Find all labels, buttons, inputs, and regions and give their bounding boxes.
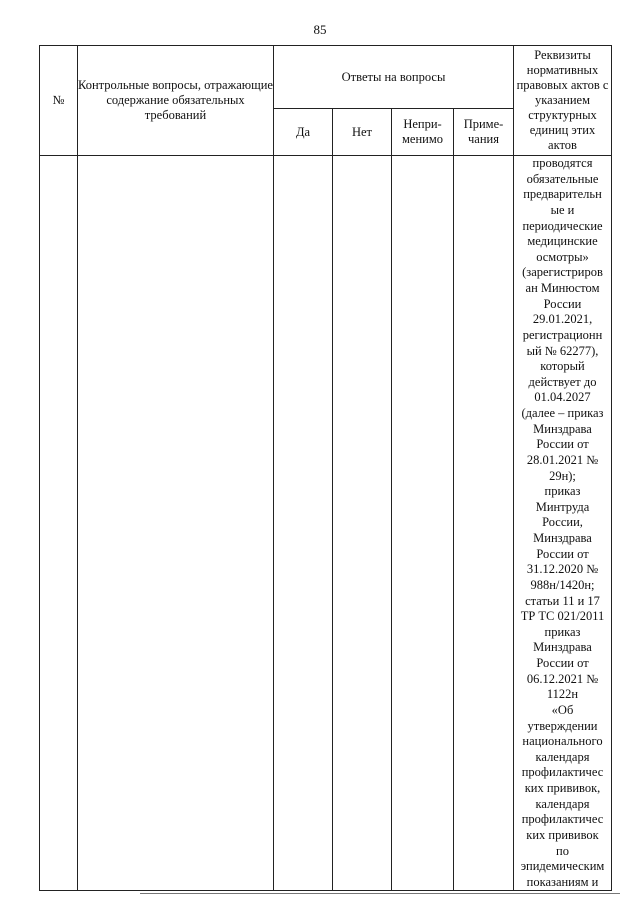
requisites-line: России	[543, 296, 582, 311]
requisites-line: периодические	[522, 218, 603, 233]
requisites-line: предварительн	[523, 187, 602, 202]
requisites-line: (далее – приказ	[521, 406, 604, 420]
cell-not-applicable	[392, 156, 454, 891]
requisites-line: приказ	[544, 624, 581, 639]
requisites-line: регистрационн	[522, 327, 603, 342]
requisites-line: статьи 11 и 17	[525, 593, 600, 608]
requisites-line: ан Минюстом	[525, 281, 600, 295]
requisites-line: ких прививок,	[524, 781, 601, 795]
requisites-line: Минздрава	[533, 640, 592, 655]
requisites-line: действует до	[528, 374, 597, 389]
requisites-line: который	[540, 359, 585, 374]
requisites-line: Минздрава	[533, 531, 592, 545]
requisites-line: 01.04.2027	[534, 390, 591, 405]
cell-notes	[454, 156, 514, 891]
column-header-requisites: Реквизиты нормативных правовых актов с указанием структурных единиц этих актов	[514, 46, 612, 156]
column-header-not-applicable: Непри-менимо	[392, 109, 454, 156]
requisites-line: 28.01.2021 №	[526, 452, 599, 467]
requisites-line: профилактичес	[521, 812, 604, 827]
requisites-line: календаря	[535, 749, 590, 764]
requisites-line: проводятся	[532, 156, 593, 170]
column-header-notes: Приме-чания	[454, 109, 514, 156]
cell-question	[78, 156, 274, 891]
requisites-line: России,	[542, 515, 583, 530]
requisites-line: 29н);	[549, 468, 576, 483]
column-header-no: Нет	[333, 109, 392, 156]
requisites-line: (зарегистриров	[522, 265, 603, 280]
requisites-line: Минздрава	[533, 421, 592, 436]
requisites-line: 1122н	[546, 687, 579, 702]
requisites-line: утверждении	[527, 718, 598, 733]
requisites-line: обязательные	[526, 171, 599, 186]
requisites-line: ый № 62277),	[526, 343, 599, 358]
requisites-line: национального	[522, 734, 603, 749]
column-header-questions: Контрольные вопросы, отражающие содержание обязательных требований	[78, 46, 274, 156]
column-header-yes: Да	[274, 109, 333, 156]
requisites-line: осмотры»	[536, 249, 589, 264]
column-header-number: №	[40, 46, 78, 156]
cell-yes	[274, 156, 333, 891]
requisites-line: 29.01.2021,	[532, 312, 593, 327]
cell-requisites	[514, 156, 612, 891]
requisites-line: 988н/1420н;	[530, 577, 595, 592]
footer-rule	[140, 893, 620, 894]
requisites-line: ТР ТС 021/2011	[520, 609, 605, 624]
requirements-table	[39, 45, 612, 891]
column-header-answers: Ответы на вопросы	[274, 46, 514, 109]
requisites-line: 31.12.2020 №	[526, 562, 599, 577]
cell-no	[333, 156, 392, 891]
requisites-line: России от	[536, 437, 589, 452]
requisites-line: России от	[536, 546, 589, 561]
table-row	[40, 156, 612, 891]
page-number: 85	[313, 22, 327, 37]
requisites-line: показаниям и	[526, 874, 599, 889]
requisites-line: Минтруда	[535, 499, 590, 514]
requisites-line: России от	[536, 656, 589, 670]
requisites-line: календаря	[535, 796, 590, 811]
requisites-line: «Об	[551, 702, 574, 717]
requisites-line: ые и	[550, 202, 575, 217]
requisites-line: медицинские	[527, 234, 598, 249]
requisites-line: профилактичес	[521, 765, 604, 780]
requisites-line: эпидемическим	[520, 859, 605, 874]
requisites-line: 06.12.2021 №	[526, 671, 599, 686]
requisites-line: ких прививок	[526, 827, 599, 842]
requisites-line: по	[556, 843, 569, 858]
cell-number	[40, 156, 78, 891]
requisites-line: приказ	[544, 484, 581, 499]
